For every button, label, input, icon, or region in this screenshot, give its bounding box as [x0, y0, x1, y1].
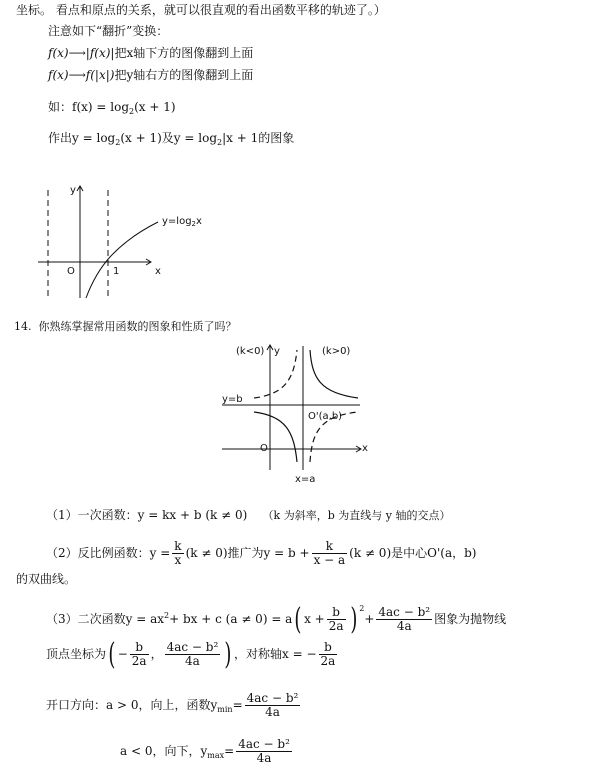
vertex-paren-open: ( [108, 636, 116, 672]
item-inverse-function [46, 538, 476, 568]
transform-1-text: 把x轴下方的图像翻到上面 [114, 46, 254, 60]
transform-2-text: 把y轴右方的图像翻到上面 [114, 68, 254, 82]
draw-prefix: 作出 [48, 131, 73, 145]
vertex-x-num: b [130, 641, 149, 655]
graph1-one-label: 1 [113, 266, 120, 277]
item2-label: （2）反比例函数： [46, 546, 150, 560]
graph1-curve-label-tail: x [196, 216, 202, 227]
graph2-branch-kneg-upper [254, 350, 297, 398]
item-quadratic-function [46, 592, 506, 636]
draw-eq2-sub: 2 [217, 138, 223, 147]
item3-inner: x + [304, 612, 325, 626]
item2-frac-num: k [174, 539, 182, 553]
graph1-origin-label: O [67, 266, 75, 277]
graph2-yb-label: y=b [222, 394, 243, 405]
item-linear-function [46, 508, 450, 523]
example-eq: f(x) = log [72, 100, 130, 114]
item1-eq: y = kx + b (k ≠ 0) [137, 508, 248, 522]
graph1-y-label: y [70, 185, 76, 196]
ymax-frac-num: 4ac − b² [238, 737, 290, 751]
item2-continuation: 的双曲线。 [16, 572, 77, 586]
graph2-k-neg-label: (k<0) [236, 346, 265, 357]
example-eq-sub: 2 [129, 107, 135, 116]
axis-frac-den: 2a [320, 654, 336, 668]
vertex-x-frac [130, 641, 149, 668]
header-line-2: 注意如下“翻折”变换： [48, 24, 169, 38]
item2-cond: (k ≠ 0) [185, 546, 228, 560]
item2-frac2-den: x − a [313, 553, 346, 567]
item3-paren-open: ( [294, 601, 302, 637]
item2-tail: 是中心O'(a，b) [391, 546, 477, 560]
opening-down-line [120, 734, 294, 773]
item3-frac-b-den: 2a [328, 619, 344, 633]
draw-eq1-tail: (x + 1) [120, 131, 162, 145]
item2-frac2-num: k [312, 540, 348, 554]
example-label: 如： [48, 100, 73, 114]
graph2-xa-label: x=a [295, 474, 316, 485]
opening-up-line [46, 688, 302, 727]
ymax: y [200, 744, 208, 758]
item2-frac-den: x [174, 553, 182, 567]
item3-plus: + [364, 612, 375, 626]
axis-eq: x = − [282, 647, 317, 661]
item2-y: y = [149, 546, 171, 560]
ymax-eq: = [224, 744, 235, 758]
vertex-label: 顶点坐标为 [46, 647, 107, 661]
ymin-sub: min [217, 705, 233, 714]
transform-2-formula: f(x)⟶f(|x|) [48, 68, 115, 82]
ymin-frac [245, 692, 301, 719]
item3-eq-b: + bx + c (a ≠ 0) = a [169, 612, 293, 626]
item2-frac2 [312, 540, 348, 567]
vertex-paren-close: ) [224, 636, 232, 672]
item3-eq-sup: 2 [164, 611, 170, 620]
item3-label: （3）二次函数 [46, 612, 126, 626]
open-label: 开口方向： [46, 698, 107, 712]
graph1-curve-label-main: y=log [162, 216, 192, 227]
axis-label: ，对称轴 [234, 647, 283, 661]
draw-eq2: y = log [173, 131, 218, 145]
graph2-y-label: y [274, 346, 280, 357]
axis-frac [319, 641, 338, 668]
vertex-line [46, 637, 339, 671]
item3-frac-disc-den: 4a [396, 619, 412, 633]
question-text: 你熟练掌握常用函数的图象和性质了吗？ [38, 320, 237, 333]
vertex-y-den: 4a [185, 654, 200, 668]
graph2-branch-kpos-upper [310, 350, 358, 398]
draw-eq2-tail: |x + 1 [222, 131, 259, 145]
item3-frac-b [327, 606, 346, 633]
question-number: 14. [14, 320, 32, 333]
draw-eq1: y = log [72, 131, 116, 145]
graph2-k-pos-label: (k>0) [322, 346, 351, 357]
graph2-origin-label: O [260, 443, 268, 454]
ymin: y [210, 698, 218, 712]
graph2-x-label: x [362, 443, 368, 454]
vertex-comma: ， [150, 647, 163, 661]
item3-tail: 图象为抛物线 [434, 612, 507, 626]
ymax-sub: max [207, 751, 225, 760]
item3-frac-disc-num: 4ac − b² [378, 605, 431, 619]
item3-square: 2 [359, 604, 365, 613]
axis-frac-num: b [319, 641, 338, 655]
open-neg: a < 0，向下， [120, 744, 201, 758]
header-line-1: 坐标。 看点和原点的关系，就可以很直观的看出函数平移的轨迹了。） [16, 3, 386, 17]
item2-cond2: (k ≠ 0) [349, 546, 392, 560]
item1-label: （1）一次函数： [46, 508, 138, 522]
example-eq-tail: (x + 1) [134, 100, 176, 114]
vertex-y-frac [165, 641, 221, 668]
draw-suffix: 的图象 [258, 131, 295, 145]
graph1-x-label: x [155, 266, 161, 277]
item2-frac [172, 540, 183, 567]
draw-mid: 及 [161, 131, 174, 145]
ymin-eq: = [232, 698, 243, 712]
graph2-branch-kpos-lower [254, 412, 297, 462]
item3-frac-b-num: b [327, 606, 346, 620]
item1-note: （k 为斜率，b 为直线与 y 轴的交点） [262, 509, 451, 522]
vertex-minus: − [117, 647, 128, 661]
item2-mid: 推广为 [227, 546, 264, 560]
ymin-frac-den: 4a [265, 705, 280, 719]
vertex-y-num: 4ac − b² [166, 640, 219, 654]
graph2-center-label: O'(a,b) [308, 411, 343, 422]
transform-1-formula: f(x)⟶|f(x)| [48, 46, 115, 60]
draw-eq1-sub: 2 [115, 138, 121, 147]
item3-eq: y = ax [125, 612, 165, 626]
vertex-x-den: 2a [131, 654, 147, 668]
open-pos: a > 0，向上，函数 [106, 698, 211, 712]
ymax-frac-den: 4a [256, 751, 272, 765]
graph1-curve-label-sub: 2 [191, 220, 197, 228]
item3-frac-disc [376, 606, 432, 633]
item3-paren-close: ) [349, 601, 357, 637]
item2-y2: y = b + [263, 546, 310, 560]
ymax-frac [236, 738, 292, 765]
ymin-frac-num: 4ac − b² [246, 691, 299, 705]
